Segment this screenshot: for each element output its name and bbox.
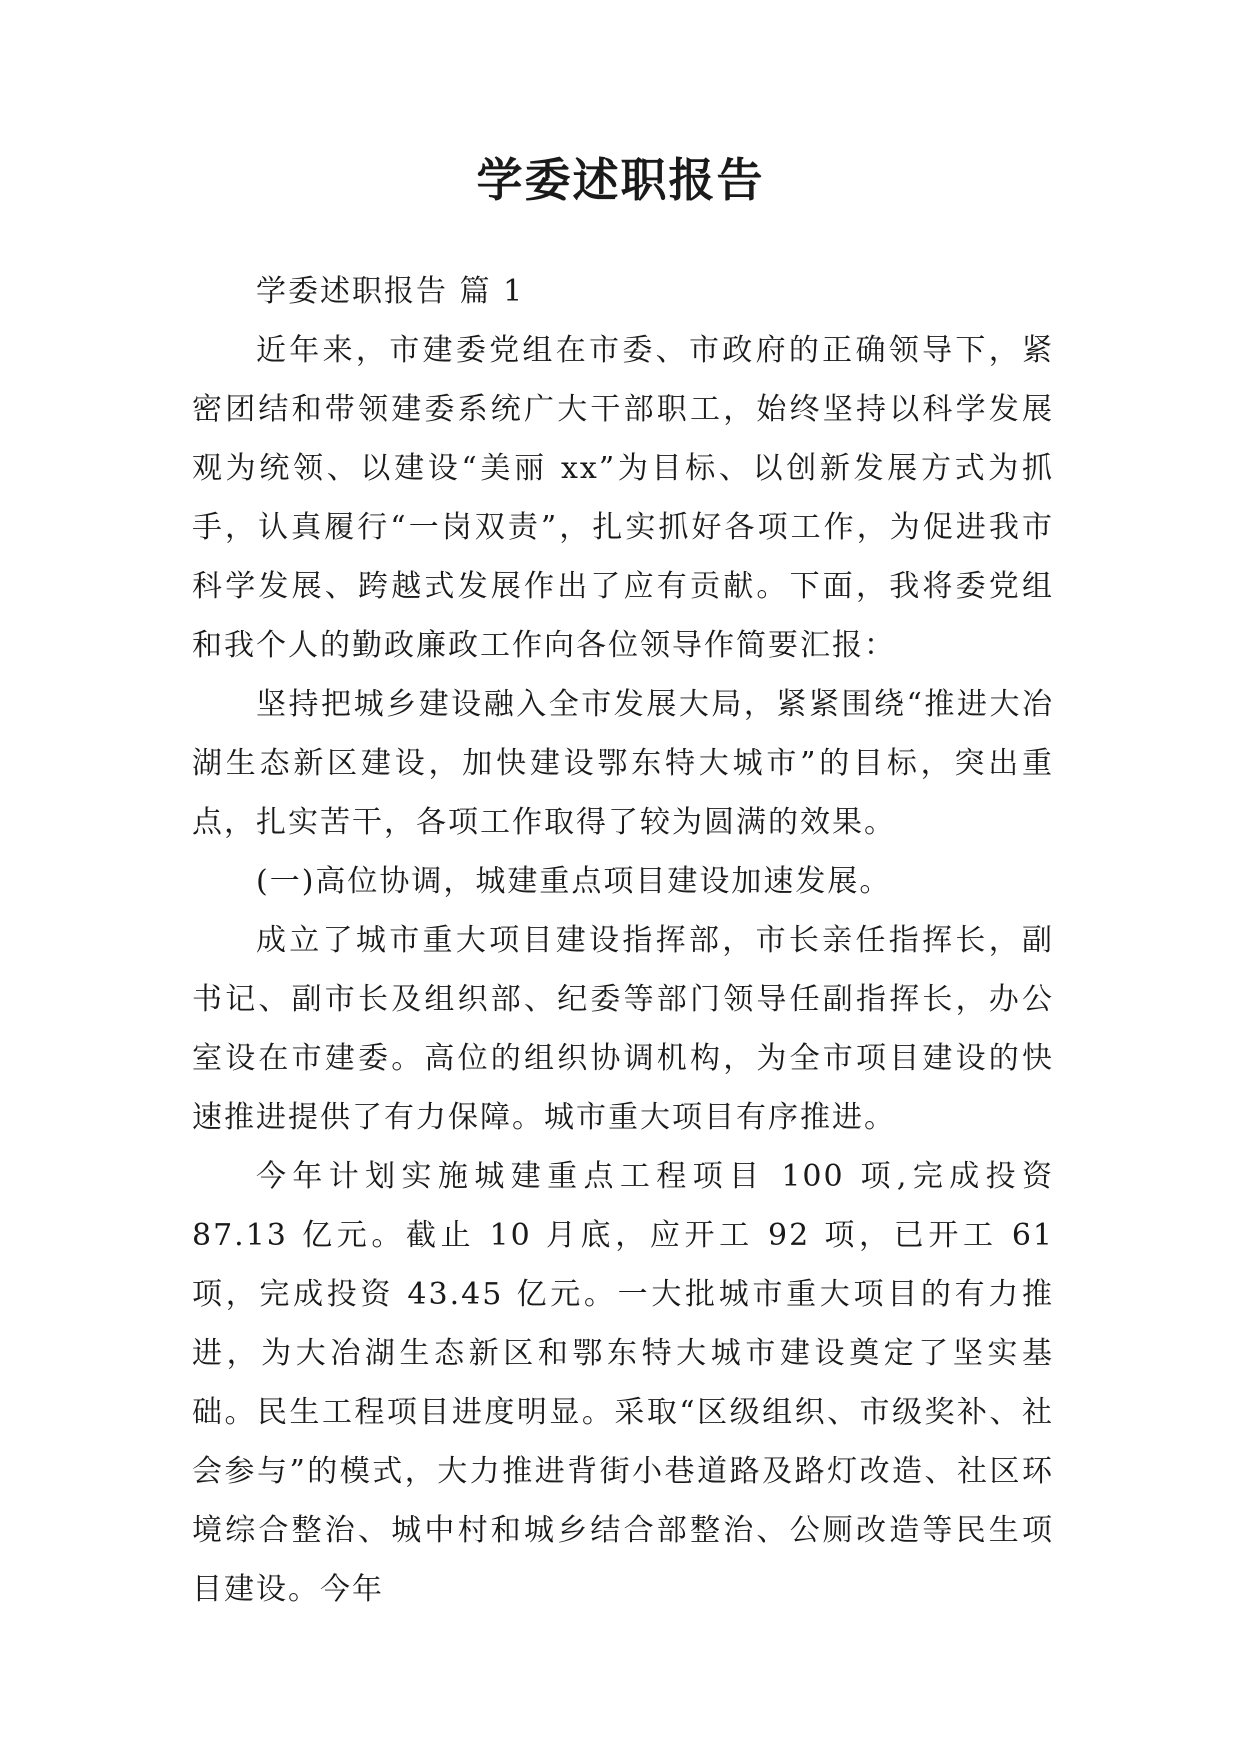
subsection-heading: (一)高位协调，城建重点项目建设加速发展。 <box>256 864 892 899</box>
paragraph: 近年来，市建委党组在市委、市政府的正确领导下，紧密团结和带领建委系统广大干部职工，始终坚持以科学发展观为统领、以建设“美丽 xx”为目标、以创新发展方式为抓手，认真履行“一岗双责”，扎实抓好各项工作，为促进我市科学发展、跨越式发展作出了应有贡献。下面，我将委党组和我个人的勤政廉政工作向各位领导作简要汇报： <box>192 333 1054 663</box>
document-body <box>192 262 1054 1619</box>
paragraph: 坚持把城乡建设融入全市发展大局，紧紧围绕“推进大冶湖生态新区建设，加快建设鄂东特大城市”的目标，突出重点，扎实苦干，各项工作取得了较为圆满的效果。 <box>192 687 1054 840</box>
section-heading: 学委述职报告 篇 1 <box>256 274 525 309</box>
paragraph: 成立了城市重大项目建设指挥部，市长亲任指挥长，副书记、副市长及组织部、纪委等部门领导任副指挥长，办公室设在市建委。高位的组织协调机构，为全市项目建设的快速推进提供了有力保障。城市重大项目有序推进。 <box>192 923 1054 1135</box>
paragraph: 今年计划实施城建重点工程项目 100 项,完成投资 87.13 亿元。截止 10 月底，应开工 92 项，已开工 61 项，完成投资 43.45 亿元。一大批城市重大项目的有力推进，为大冶湖生态新区和鄂东特大城市建设奠定了坚实基础。民生工程项目进度明显。采取“区级组织、市级奖补、社会参与”的模式，大力推进背街小巷道路及路灯改造、社区环境综合整治、城中村和城乡结合部整治、公厕改造等民生项目建设。今年 <box>192 1159 1054 1607</box>
document-title: 学委述职报告 <box>476 153 765 207</box>
